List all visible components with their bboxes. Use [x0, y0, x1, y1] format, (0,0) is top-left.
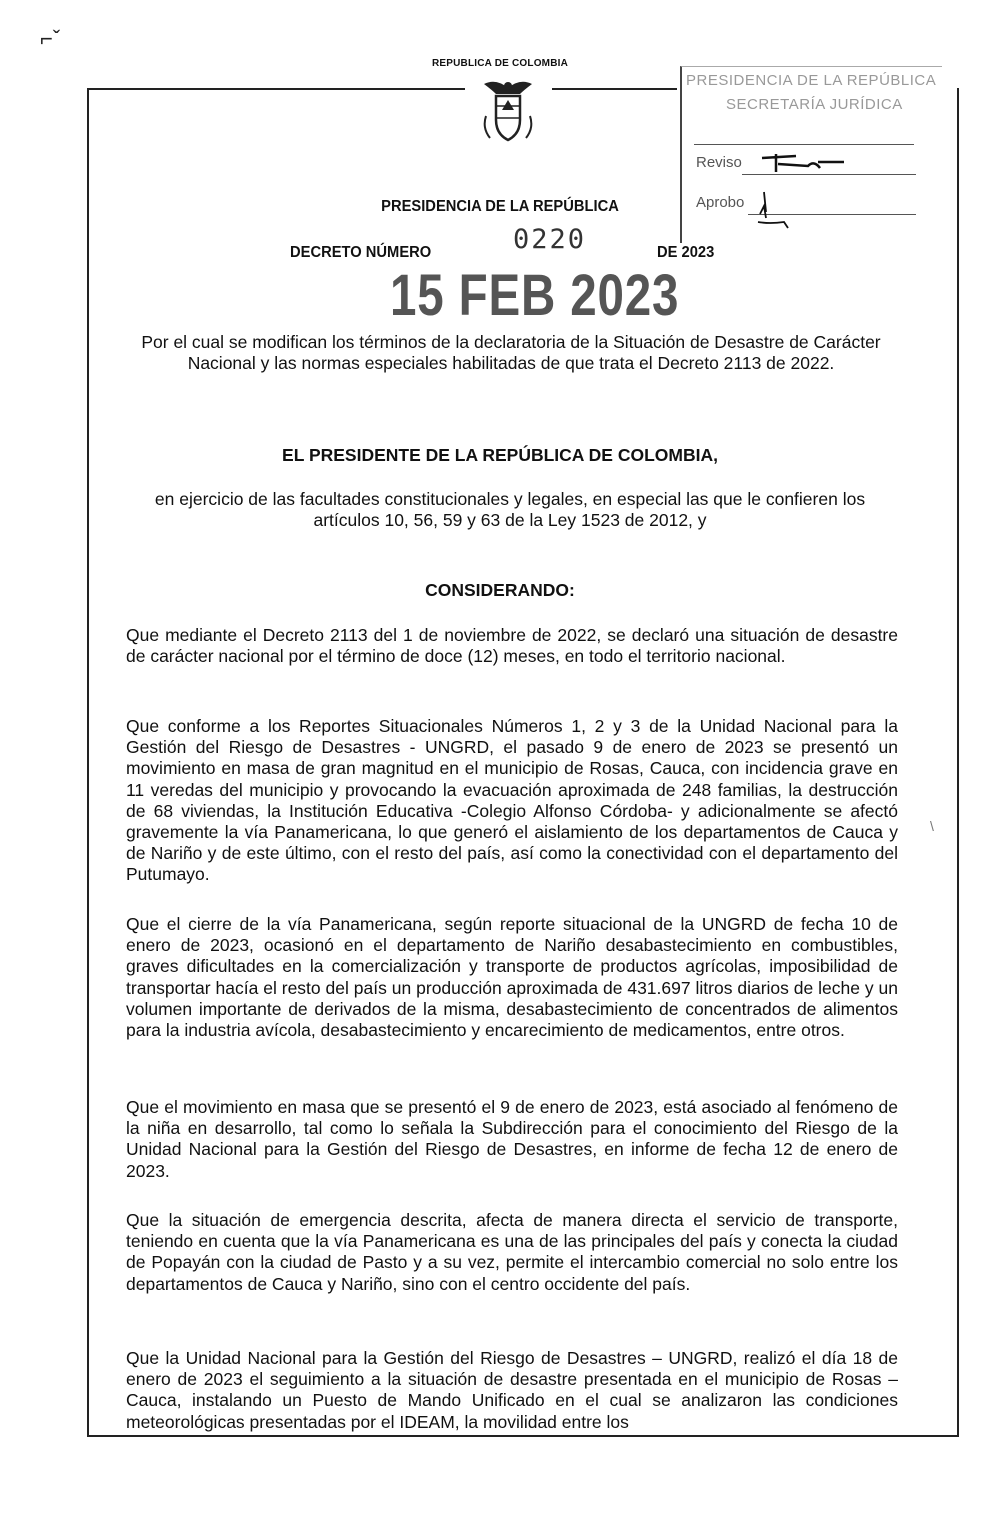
date-stamp: 15 FEB 2023 — [390, 263, 680, 328]
presidency-heading: PRESIDENCIA DE LA REPÚBLICA — [381, 198, 619, 215]
powers-text: en ejercicio de las facultades constitucionales y legales, en especial las que le confieren los artículos 10, 56, 59 y 63 de la Ley 1523 de 2012, y — [154, 489, 866, 530]
reviso-label: Reviso — [696, 154, 742, 171]
decree-label: DECRETO NÚMERO — [290, 244, 432, 261]
president-heading: EL PRESIDENTE DE LA REPÚBLICA DE COLOMBIA, — [282, 445, 718, 465]
frame-bottom — [87, 1435, 959, 1437]
paragraph-3: Que el cierre de la vía Panamericana, según reporte situacional de la UNGRD de fecha 10 de enero de 2023, ocasionó en el departamento de Nariño desabastecimiento en combustibles, graves dificultades en la comercialización y transporte de productos agrícolas, imposibilidad de transportar hacía el resto del país un producción aproximada de 431.697 litros diarios de leche y un volumen importante de derivados de la misma, desabastecimiento de concentrados de alimentos para la industria avícola, desabastecimiento y encarecimiento de medicamentos, entre otros. — [126, 914, 898, 1041]
frame-left — [87, 88, 89, 1436]
paragraph-1: Que mediante el Decreto 2113 del 1 de noviembre de 2022, se declaró una situación de desastre de carácter nacional por el término de doce (12) meses, en todo el territorio nacional. — [126, 625, 898, 667]
country-header: REPUBLICA DE COLOMBIA — [431, 58, 569, 69]
margin-mark: \ — [930, 818, 934, 834]
frame-right — [957, 88, 959, 1436]
considerando-heading: CONSIDERANDO: — [425, 580, 575, 600]
reviso-initials-signature — [758, 150, 848, 176]
paragraph-6: Que la Unidad Nacional para la Gestión del Riesgo de Desastres – UNGRD, realizó el día 18 de enero de 2023 el seguimiento a la situación de desastre presentada en el municipio de Rosas – Cauca, instalando un Puesto de Mando Unificado en el cual se analizaron las condiciones meteorológicas presentadas por el IDEAM, la movilidad entre los — [126, 1348, 898, 1432]
decree-year: DE 2023 — [657, 244, 715, 261]
stamp-title: PRESIDENCIA DE LA REPÚBLICA — [686, 72, 937, 89]
review-stamp — [680, 66, 946, 246]
decree-title: Por el cual se modifican los términos de la declaratoria de la Situación de Desastre de Carácter Nacional y las normas especiales habilitadas de que trata el Decreto 2113 de 2022. — [141, 332, 881, 373]
frame-top-right — [552, 88, 677, 90]
stamp-subtitle: SECRETARÍA JURÍDICA — [726, 96, 903, 113]
stamp-divider — [694, 144, 914, 145]
paragraph-2: Que conforme a los Reportes Situacionales Números 1, 2 y 3 de la Unidad Nacional para la Gestión del Riesgo de Desastres - UNGRD, el pasado 9 de enero de 2023 se presentó un movimiento en masa de gran magnitud en el municipio de Rosas, Cauca, con incidencia grave en 11 veredas del municipio y provocando la evacuación aproximada de 248 familias, la destrucción de 68 viviendas, la Institución Educativa -Colegio Alfonso Córdoba- y adicionalmente se afectó gravemente la vía Panamericana, lo que generó el aislamiento de los departamentos de Cauca y de Nariño y de este último, con el resto del país, así como la conectividad con el departamento del Putumayo. — [126, 716, 898, 885]
scan-mark: ⌐ˇ — [40, 26, 61, 51]
frame-top-left — [87, 88, 465, 90]
paragraph-5: Que la situación de emergencia descrita, afecta de manera directa el servicio de transporte, teniendo en cuenta que la vía Panamericana es una de las principales del país y conecta la ciudad de Popayán con la ciudad de Pasto y a su vez, permite el intercambio comercial no solo entre los departamentos de Cauca y Nariño, sino con el centro occidente del país. — [126, 1210, 898, 1294]
coat-of-arms-icon — [476, 76, 540, 146]
paragraph-4: Que el movimiento en masa que se presentó el 9 de enero de 2023, está asociado al fenómeno de la niña en desarrollo, tal como lo señala la Subdirección para el conocimiento del Riesgo de la Unidad Nacional para la Gestión del Riesgo de Desastres, en informe de fecha 12 de enero de 2023. — [126, 1097, 898, 1181]
decree-number: 0220 — [513, 224, 587, 255]
aprobo-label: Aprobo — [696, 194, 745, 211]
